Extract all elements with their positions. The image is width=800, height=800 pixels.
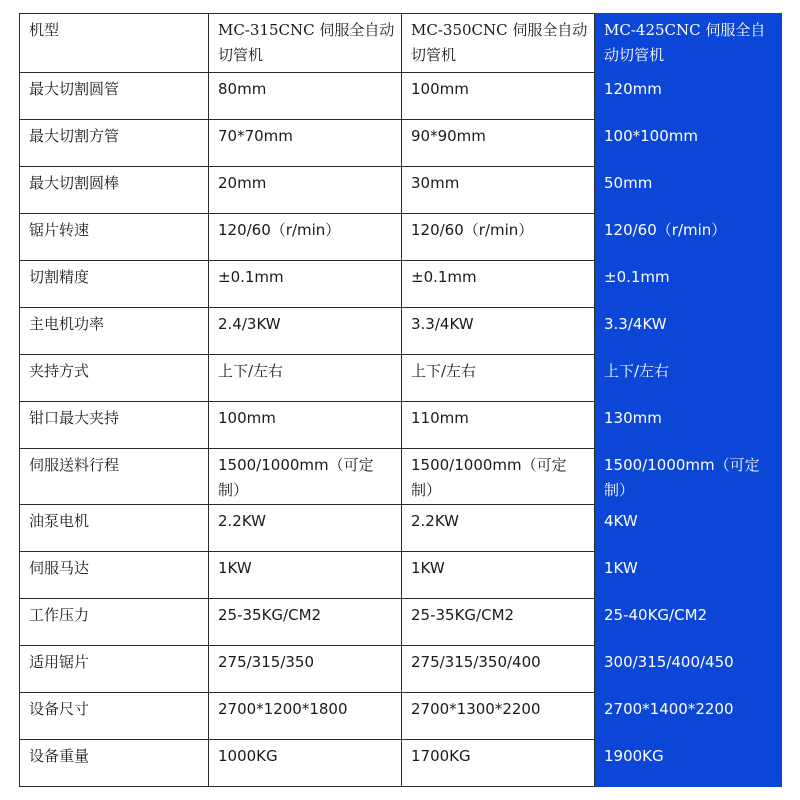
table-row [20,552,782,599]
row-label: 油泵电机 [20,505,209,552]
table-cell-highlighted: 120/60（r/min） [595,214,782,261]
table-cell: 25-35KG/CM2 [209,599,402,646]
table-cell: 120/60（r/min） [402,214,595,261]
table-cell: 1500/1000mm（可定制） [209,449,402,505]
row-label: 伺服马达 [20,552,209,599]
row-label: 钳口最大夹持 [20,402,209,449]
table-cell: 275/315/350 [209,646,402,693]
table-cell: ±0.1mm [402,261,595,308]
table-cell-highlighted: 100*100mm [595,120,782,167]
table-cell-highlighted: 4KW [595,505,782,552]
row-label: 设备重量 [20,740,209,787]
row-label: 夹持方式 [20,355,209,402]
table-cell: 110mm [402,402,595,449]
table-cell: 25-35KG/CM2 [402,599,595,646]
row-label: 最大切割圆棒 [20,167,209,214]
table-cell: 1500/1000mm（可定制） [402,449,595,505]
table-cell-highlighted: 1500/1000mm（可定制） [595,449,782,505]
table-header-row [20,14,782,73]
table-cell-highlighted: 上下/左右 [595,355,782,402]
table-row [20,693,782,740]
model-header-cell: MC-315CNC 伺服全自动切管机 [209,14,402,73]
table-row [20,402,782,449]
table-row [20,505,782,552]
table-row [20,355,782,402]
table-cell: 1000KG [209,740,402,787]
table-cell-highlighted: 2700*1400*2200 [595,693,782,740]
table-cell-highlighted: 300/315/400/450 [595,646,782,693]
table-row [20,261,782,308]
table-row [20,740,782,787]
spec-comparison-table [19,13,782,787]
table-cell: ±0.1mm [209,261,402,308]
table-cell: 上下/左右 [209,355,402,402]
table-row [20,308,782,355]
header-label-cell: 机型 [20,14,209,73]
table-cell: 100mm [209,402,402,449]
table-cell: 2700*1200*1800 [209,693,402,740]
table-cell: 30mm [402,167,595,214]
table-cell: 1KW [402,552,595,599]
row-label: 最大切割方管 [20,120,209,167]
table-cell-highlighted: 1900KG [595,740,782,787]
table-cell: 20mm [209,167,402,214]
table-row [20,214,782,261]
table-row [20,167,782,214]
table-cell-highlighted: 1KW [595,552,782,599]
table-cell: 80mm [209,73,402,120]
table-cell: 2.2KW [402,505,595,552]
table-cell-highlighted: 50mm [595,167,782,214]
table-cell: 1700KG [402,740,595,787]
table-row [20,646,782,693]
row-label: 工作压力 [20,599,209,646]
table-cell: 2700*1300*2200 [402,693,595,740]
table-cell: 2.4/3KW [209,308,402,355]
table-cell: 275/315/350/400 [402,646,595,693]
table-cell: 70*70mm [209,120,402,167]
table-cell-highlighted: 120mm [595,73,782,120]
table-cell: 2.2KW [209,505,402,552]
table-cell-highlighted: 3.3/4KW [595,308,782,355]
table-cell: 上下/左右 [402,355,595,402]
table-row [20,599,782,646]
row-label: 主电机功率 [20,308,209,355]
table-row [20,73,782,120]
table-row [20,449,782,505]
model-header-cell: MC-350CNC 伺服全自动切管机 [402,14,595,73]
table-cell-highlighted: 130mm [595,402,782,449]
table-row [20,120,782,167]
row-label: 最大切割圆管 [20,73,209,120]
table-cell-highlighted: 25-40KG/CM2 [595,599,782,646]
row-label: 锯片转速 [20,214,209,261]
table-cell: 100mm [402,73,595,120]
table-cell: 90*90mm [402,120,595,167]
table-cell: 3.3/4KW [402,308,595,355]
table-cell: 1KW [209,552,402,599]
model-header-cell-highlighted: MC-425CNC 伺服全自动切管机 [595,14,782,73]
table-cell: 120/60（r/min） [209,214,402,261]
table-cell-highlighted: ±0.1mm [595,261,782,308]
row-label: 切割精度 [20,261,209,308]
row-label: 适用锯片 [20,646,209,693]
row-label: 设备尺寸 [20,693,209,740]
row-label: 伺服送料行程 [20,449,209,505]
